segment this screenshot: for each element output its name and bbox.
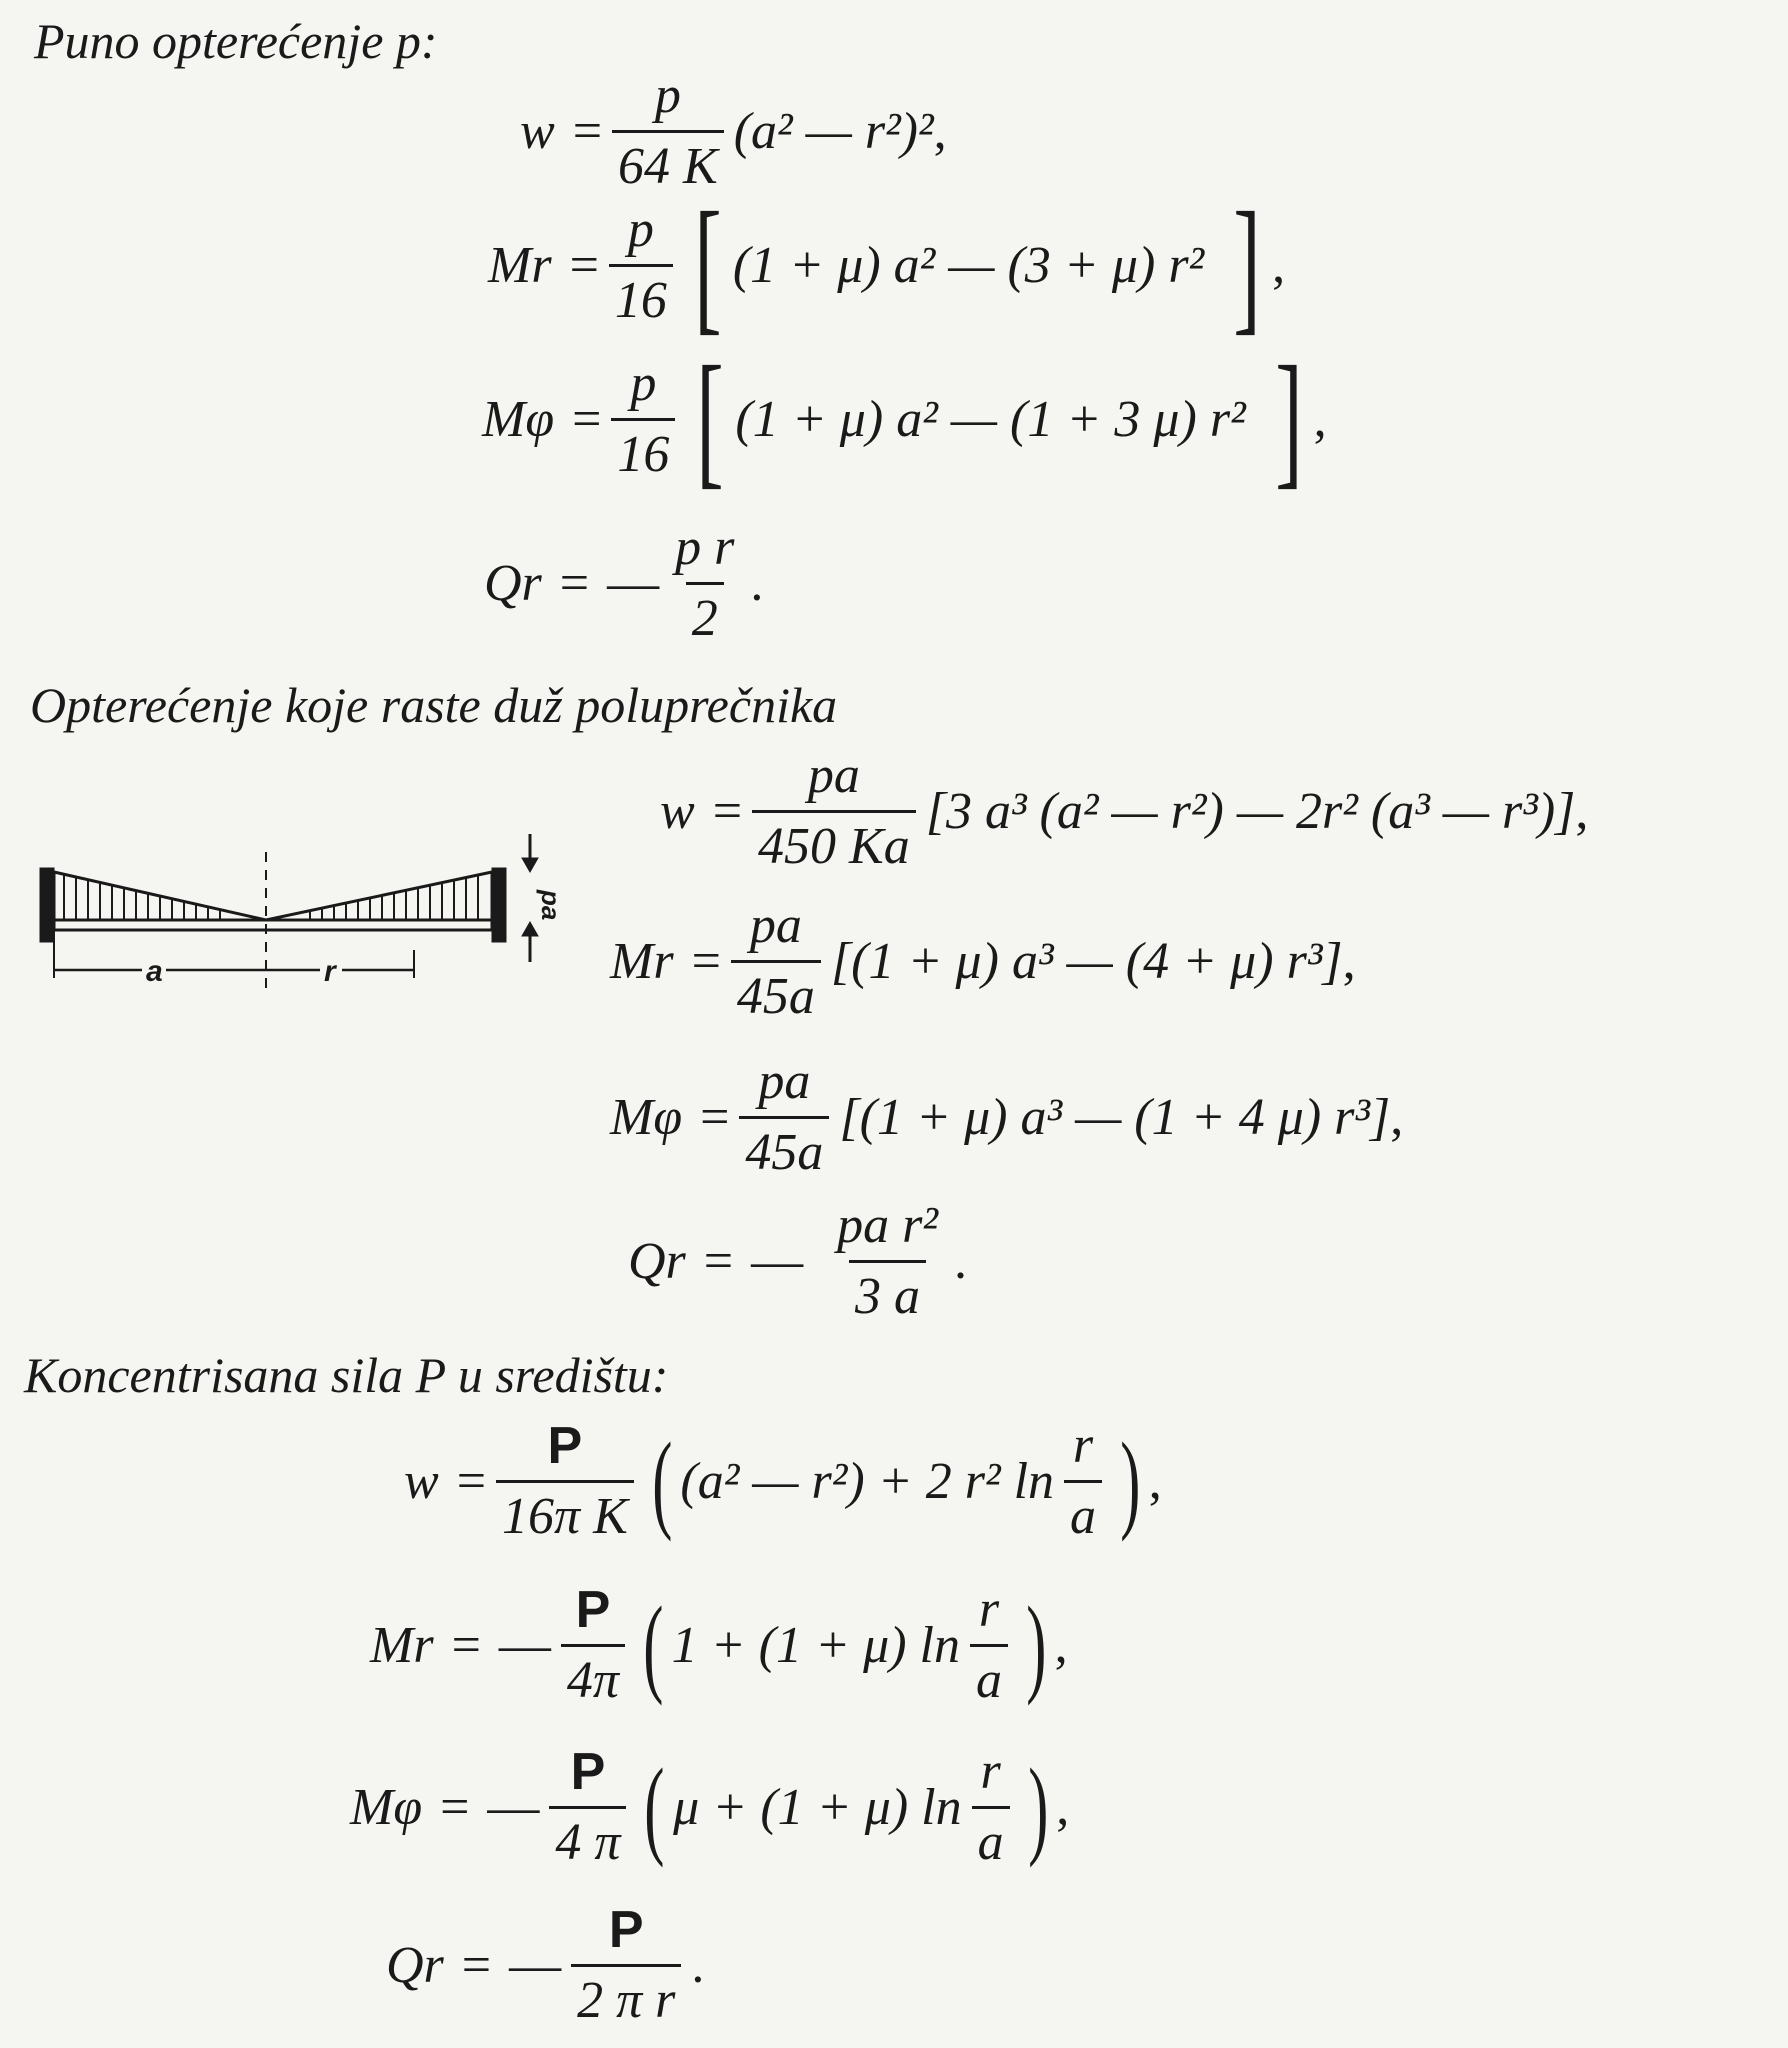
- fraction-denominator: 450 Ka: [752, 810, 916, 873]
- minus-sign: —: [487, 1778, 540, 1836]
- equals-sign: =: [451, 1616, 481, 1674]
- fraction-denominator: 16: [611, 418, 675, 481]
- eq-end-mark: ,: [1313, 390, 1327, 448]
- eq-lhs: w: [660, 782, 695, 840]
- equals-sign: =: [700, 1088, 730, 1146]
- fraction-numerator: r: [978, 1581, 1000, 1638]
- left-bracket: [: [696, 336, 725, 502]
- fraction: [571, 1901, 681, 2029]
- fraction-denominator: 4 π: [549, 1806, 626, 1869]
- arrow-up-icon: [522, 922, 538, 936]
- minus-sign: —: [751, 1232, 804, 1290]
- fraction-numerator: P: [547, 1417, 583, 1475]
- equals-sign: =: [456, 1452, 487, 1510]
- label-pa: pa: [536, 890, 566, 921]
- ln-fraction: [1064, 1417, 1102, 1545]
- fraction-numerator: p: [630, 355, 657, 412]
- fraction-denominator: 2: [686, 582, 724, 645]
- eq-lhs: Mφ: [482, 390, 555, 448]
- eq-end-mark: ,: [1272, 236, 1286, 294]
- eq-body: (1 + μ) a² — (1 + 3 μ) r²: [735, 390, 1246, 448]
- equals-sign: =: [559, 554, 590, 612]
- right-paren: ): [1120, 1420, 1141, 1542]
- fraction: [609, 201, 673, 329]
- right-paren: ): [1026, 1584, 1047, 1706]
- fraction-numerator: pa: [758, 1053, 811, 1110]
- fraction-numerator: p: [627, 201, 654, 258]
- ln-fraction: [970, 1581, 1008, 1709]
- equals-sign: =: [712, 782, 743, 840]
- minus-sign: —: [607, 554, 660, 612]
- fraction-denominator: a: [1064, 1480, 1102, 1543]
- label-r: r: [324, 955, 336, 988]
- eq-conc-qr: [386, 1901, 705, 2029]
- equals-sign: =: [572, 102, 603, 160]
- fraction-denominator: 16π K: [496, 1480, 634, 1543]
- left-paren: (: [651, 1420, 673, 1542]
- fraction-denominator: a: [970, 1644, 1008, 1707]
- eq-lhs: w: [404, 1452, 439, 1510]
- fraction-numerator: p: [654, 67, 681, 124]
- left-paren: (: [643, 1584, 664, 1706]
- left-bracket: [: [694, 182, 722, 348]
- heading-concentrated: [24, 1346, 668, 1404]
- eq-lhs: Mr: [488, 236, 552, 294]
- left-paren: (: [644, 1746, 665, 1868]
- equals-sign: =: [569, 236, 599, 294]
- eq-end-mark: ,: [1390, 1088, 1404, 1146]
- eq-inc-w: [660, 747, 1589, 875]
- eq-body: 1 + (1 + μ) ln: [671, 1616, 960, 1674]
- eq-end-mark: ,: [1054, 1616, 1068, 1674]
- fraction: [496, 1417, 634, 1545]
- minus-sign: —: [498, 1616, 551, 1674]
- fraction-numerator: pa: [807, 747, 860, 804]
- eq-lhs: Mr: [610, 932, 674, 990]
- eq-lhs: Mr: [370, 1616, 434, 1674]
- heading-increasing-load: Opterećenje koje raste duž poluprečnika: [30, 677, 838, 733]
- eq-end-mark: ,: [1056, 1778, 1070, 1836]
- eq-end-mark: .: [750, 554, 764, 612]
- heading-text: Koncentrisana sila P u središtu:: [24, 1347, 669, 1403]
- equals-sign: =: [703, 1232, 734, 1290]
- right-clamp: [492, 868, 506, 942]
- right-paren: ): [1027, 1746, 1048, 1868]
- eq-body: (1 + μ) a² — (3 + μ) r²: [732, 236, 1205, 294]
- fraction: [612, 67, 724, 195]
- equals-sign: =: [691, 932, 721, 990]
- eq-full-mr: [488, 182, 1286, 348]
- eq-inc-mr: [610, 897, 1356, 1025]
- eq-inc-qr: [628, 1197, 967, 1325]
- eq-end-mark: ,: [933, 102, 947, 160]
- eq-lhs: Qr: [386, 1936, 444, 1994]
- eq-full-mphi: [482, 336, 1327, 502]
- fraction-denominator: a: [972, 1806, 1010, 1869]
- load-hatching: [64, 875, 478, 920]
- fraction: [752, 747, 916, 875]
- equals-sign: =: [440, 1778, 470, 1836]
- eq-lhs: Mφ: [350, 1778, 423, 1836]
- fraction: [611, 355, 675, 483]
- eq-conc-mphi: [350, 1743, 1070, 1871]
- fraction-numerator: P: [570, 1743, 606, 1801]
- fraction-numerator: p r: [675, 519, 735, 576]
- eq-full-qr: [484, 519, 764, 647]
- equals-sign: =: [572, 390, 602, 448]
- fraction-denominator: 3 a: [849, 1260, 926, 1323]
- fraction: [669, 519, 740, 647]
- eq-end-mark: ,: [1575, 782, 1589, 840]
- fraction-numerator: P: [608, 1901, 644, 1959]
- eq-body: [(1 + μ) a³ — (1 + 4 μ) r³]: [839, 1088, 1391, 1146]
- eq-inc-mphi: [610, 1053, 1404, 1181]
- heading-full-load: Puno opterećenje p:: [34, 13, 438, 69]
- eq-lhs: Qr: [628, 1232, 686, 1290]
- fraction-numerator: pa: [749, 897, 802, 954]
- equals-sign: =: [461, 1936, 492, 1994]
- left-clamp: [40, 868, 54, 942]
- fraction-denominator: 45a: [731, 960, 821, 1023]
- load-outline: [54, 872, 492, 920]
- eq-end-mark: .: [953, 1232, 967, 1290]
- fraction-numerator: pa r²: [837, 1197, 938, 1254]
- right-bracket: ]: [1274, 336, 1303, 502]
- right-bracket: ]: [1233, 182, 1261, 348]
- fraction-denominator: 2 π r: [571, 1964, 681, 2027]
- eq-body: μ + (1 + μ) ln: [673, 1778, 962, 1836]
- eq-body: [(1 + μ) a³ — (4 + μ) r³]: [830, 932, 1343, 990]
- fraction-denominator: 64 K: [612, 130, 724, 193]
- fraction-denominator: 4π: [561, 1644, 625, 1707]
- eq-conc-w: [404, 1417, 1162, 1545]
- eq-body: [3 a³ (a² — r²) — 2r² (a³ — r³)]: [925, 782, 1576, 840]
- plate: [54, 920, 492, 930]
- eq-end-mark: ,: [1342, 932, 1356, 990]
- fraction: [549, 1743, 626, 1871]
- eq-end-mark: ,: [1148, 1452, 1162, 1510]
- eq-conc-mr: [370, 1581, 1068, 1709]
- minus-sign: —: [509, 1936, 562, 1994]
- label-a: a: [146, 955, 163, 988]
- fraction: [731, 897, 821, 1025]
- ln-fraction: [972, 1743, 1010, 1871]
- fraction-numerator: r: [1072, 1417, 1094, 1474]
- eq-body: (a² — r²) + 2 r² ln: [680, 1452, 1055, 1510]
- eq-end-mark: .: [691, 1936, 705, 1994]
- fraction-denominator: 16: [609, 264, 673, 327]
- fraction-denominator: 45a: [739, 1116, 829, 1179]
- eq-full-w: [520, 67, 947, 195]
- fraction-numerator: r: [980, 1743, 1001, 1800]
- eq-lhs: w: [520, 102, 555, 160]
- fraction-numerator: P: [575, 1581, 611, 1639]
- eq-lhs: Qr: [484, 554, 542, 612]
- fraction: [831, 1197, 944, 1325]
- eq-body: (a² — r²)²: [733, 102, 934, 160]
- arrow-down-icon: [522, 858, 538, 872]
- fraction: [561, 1581, 625, 1709]
- plate-load-diagram: [30, 832, 570, 992]
- eq-lhs: Mφ: [610, 1088, 683, 1146]
- fraction: [739, 1053, 829, 1181]
